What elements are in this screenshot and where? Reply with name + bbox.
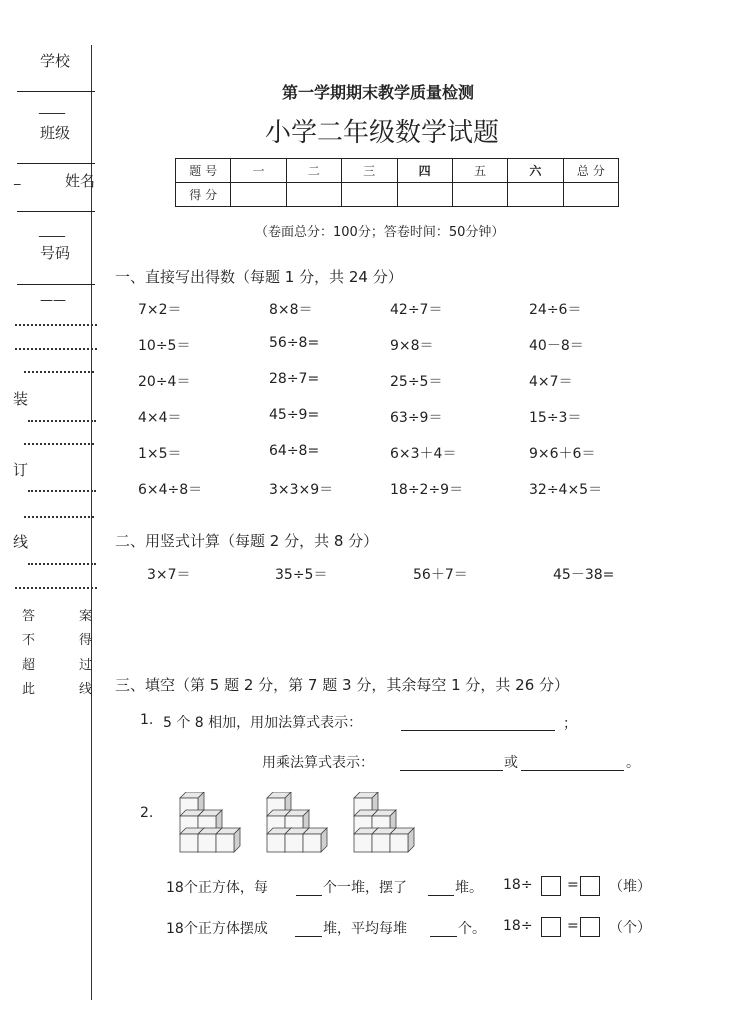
multiplication-answer-field-1[interactable] — [400, 752, 503, 771]
problem: 15÷3＝ — [529, 410, 582, 426]
equals-sign: = — [567, 918, 579, 934]
notice-char: 不 — [22, 633, 36, 648]
problem: 6×3＋4＝ — [390, 446, 457, 462]
score-blank-cell[interactable] — [286, 183, 341, 207]
notice-char: 超 — [22, 658, 36, 673]
division-expression: 18÷ — [503, 877, 533, 893]
score-blank-cell[interactable] — [231, 183, 286, 207]
name-prefix: _ — [14, 171, 21, 186]
notice-char: 过 — [79, 658, 93, 673]
section2-title: 二、用竖式计算（每题 2 分，共 8 分） — [115, 532, 379, 550]
notice-char: 得 — [79, 633, 93, 648]
q2-line2-text: 堆，平均每堆 — [323, 921, 407, 937]
binding-dots — [28, 563, 96, 565]
score-table-score-row — [176, 183, 619, 207]
punctuation: ； — [563, 716, 577, 732]
score-blank-cell[interactable] — [452, 183, 507, 207]
notice-char: 答 — [22, 609, 36, 624]
number-blank: ____ — [39, 223, 65, 238]
q2-line1-text: 个一堆，摆了 — [323, 880, 407, 896]
or-word: 或 — [504, 755, 518, 771]
score-cell: 三 — [342, 159, 397, 183]
answer-box[interactable] — [541, 916, 561, 937]
number-label: 号码 — [40, 244, 71, 262]
problem: 42÷7＝ — [390, 302, 443, 318]
school-underline — [17, 91, 95, 92]
score-table — [175, 158, 619, 207]
punctuation: 。 — [626, 755, 640, 771]
answer-box[interactable] — [580, 916, 600, 937]
exam-subtitle: 第一学期期末教学质量检测 — [282, 83, 475, 102]
problem: 4×7＝ — [529, 374, 573, 390]
score-blank-cell[interactable] — [508, 183, 563, 207]
score-cell: 得 分 — [176, 183, 231, 207]
problem: 4×4＝ — [138, 410, 182, 426]
score-table-header-row — [176, 159, 619, 183]
equals-sign: = — [567, 877, 579, 893]
problem: 10÷5＝ — [138, 338, 191, 354]
multiplication-answer-field-2[interactable] — [521, 752, 624, 771]
vertical-calc-problem: 45－38= — [553, 567, 615, 583]
vertical-calc-problem: 56＋7＝ — [413, 567, 468, 583]
problem: 40－8＝ — [529, 338, 584, 354]
question-number: 2. — [140, 805, 154, 821]
unit-label: （堆） — [609, 879, 651, 895]
answer-blank[interactable] — [296, 877, 322, 896]
problem: 25÷5＝ — [390, 374, 443, 390]
class-label: 班级 — [40, 124, 71, 142]
exam-info: （卷面总分：100分；答卷时间：50分钟） — [255, 225, 505, 240]
score-cell: 五 — [452, 159, 507, 183]
problem: 1×5＝ — [138, 446, 182, 462]
name-label: 姓名 — [65, 172, 96, 190]
problem: 56÷8= — [269, 335, 320, 351]
problem: 8×8＝ — [269, 302, 313, 318]
answer-blank[interactable] — [295, 918, 322, 937]
binding-dots — [24, 516, 94, 518]
binding-dots — [15, 348, 97, 350]
class-underline — [17, 163, 95, 164]
school-blank: ____ — [39, 100, 65, 115]
answer-box[interactable] — [580, 875, 600, 896]
notice-char: 此 — [22, 682, 36, 697]
question-number: 1. — [140, 712, 154, 728]
q2-line2-text: 个。 — [458, 921, 486, 937]
unit-label: （个） — [609, 920, 651, 936]
name-underline — [17, 211, 95, 212]
score-cell: 总 分 — [563, 159, 618, 183]
problem: 7×2＝ — [138, 302, 182, 318]
q2-line1-text: 堆。 — [455, 880, 483, 896]
exam-title: 小学二年级数学试题 — [265, 118, 500, 148]
score-cell: 一 — [231, 159, 286, 183]
answer-box[interactable] — [541, 875, 561, 896]
q1-multiplication-prompt: 用乘法算式表示： — [262, 755, 374, 771]
problem: 9×6＋6＝ — [529, 446, 596, 462]
score-cell: 二 — [286, 159, 341, 183]
problem: 18÷2÷9＝ — [390, 482, 464, 498]
binding-dots — [28, 490, 96, 492]
problem: 24÷6＝ — [529, 302, 582, 318]
division-expression: 18÷ — [503, 918, 533, 934]
vertical-calc-problem: 35÷5＝ — [275, 567, 328, 583]
problem: 32÷4×5＝ — [529, 482, 603, 498]
binding-dots — [28, 420, 96, 422]
score-cell: 六 — [508, 159, 563, 183]
score-cell: 题 号 — [176, 159, 231, 183]
section1-title: 一、直接写出得数（每题 1 分，共 24 分） — [115, 268, 403, 286]
number-underline — [17, 284, 95, 285]
problem: 63÷9＝ — [390, 410, 443, 426]
cube-stack — [354, 792, 414, 852]
cube-stacks-image — [178, 792, 418, 866]
score-cell: 四 — [397, 159, 452, 183]
q2-line1-text: 18个正方体，每 — [166, 880, 268, 896]
problem: 9×8＝ — [390, 338, 434, 354]
binding-char-ding: 订 — [13, 461, 29, 479]
binding-char-xian: 线 — [13, 533, 29, 551]
q1-addition-prompt: 5 个 8 相加，用加法算式表示： — [163, 715, 363, 731]
binding-dots — [24, 371, 94, 373]
cube-stack — [267, 792, 327, 852]
section3-title: 三、填空（第 5 题 2 分，第 7 题 3 分，其余每空 1 分，共 26 分） — [115, 676, 570, 694]
vertical-calc-problem: 3×7＝ — [147, 567, 191, 583]
number-dash: —— — [40, 293, 66, 308]
addition-answer-field[interactable] — [401, 712, 555, 731]
problem: 6×4÷8＝ — [138, 482, 203, 498]
q2-line2-text: 18个正方体摆成 — [166, 921, 268, 937]
cube-stack — [180, 792, 240, 863]
answer-blank[interactable] — [430, 918, 457, 937]
problem: 3×3×9＝ — [269, 482, 334, 498]
problem: 64÷8= — [269, 443, 320, 459]
problem: 20÷4＝ — [138, 374, 191, 390]
notice-char: 案 — [79, 609, 93, 624]
problem: 28÷7= — [269, 371, 320, 387]
school-label: 学校 — [40, 52, 71, 70]
notice-char: 线 — [79, 682, 93, 697]
binding-dots — [24, 443, 94, 445]
score-blank-cell[interactable] — [397, 183, 452, 207]
binding-char-zhuang: 装 — [13, 390, 29, 408]
score-blank-cell[interactable] — [563, 183, 618, 207]
answer-blank[interactable] — [428, 877, 454, 896]
problem: 45÷9= — [269, 407, 320, 423]
binding-dots — [15, 587, 97, 589]
score-blank-cell[interactable] — [342, 183, 397, 207]
binding-dots — [15, 324, 97, 326]
